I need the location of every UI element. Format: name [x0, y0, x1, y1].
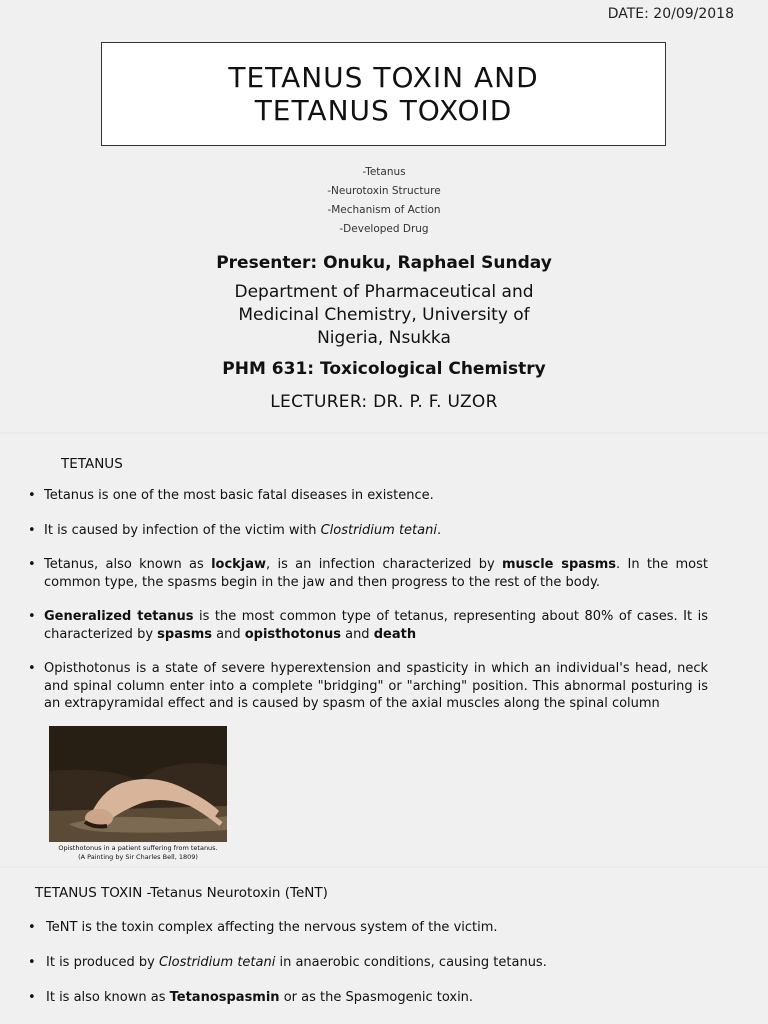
bullet-list: [28, 487, 708, 730]
bullet-text: TeNT is the toxin complex affecting the nervous system of the victim.: [46, 920, 498, 935]
bullet-item: [28, 954, 728, 971]
bullet-text: Opisthotonus is a state of severe hyperextension and spasticity in which an individual's head, neck and spinal column enter into a complete "bridging" or "arching" position. This abnormal posturing is an extrapyramidal effect and is caused by spasm of the axial muscles along the spinal column: [44, 661, 708, 711]
bullet-text: .: [436, 522, 442, 538]
department-line: Nigeria, Nsukka: [317, 328, 451, 348]
slide-heading: TETANUS: [61, 456, 123, 472]
bullet-icon: •: [28, 522, 36, 538]
title-line-2: TETANUS TOXOID: [254, 94, 513, 127]
bullet-icon: •: [28, 990, 36, 1005]
tetanus-toxin-slide: [0, 868, 768, 1024]
bullet-text: or as the Spasmogenic toxin.: [279, 990, 474, 1005]
tetanus-slide: [0, 434, 768, 866]
department-line: Department of Pharmaceutical and: [234, 282, 534, 302]
bullet-text: and: [340, 626, 374, 642]
bullet-item: [28, 556, 708, 591]
bold-term: death: [373, 626, 417, 642]
bullet-item: [28, 660, 708, 713]
course-title: PHM 631: Toxicological Chemistry: [222, 359, 546, 379]
topic-item: -Neurotoxin Structure: [327, 185, 441, 197]
lecturer-name: LECTURER: DR. P. F. UZOR: [270, 392, 498, 412]
bullet-icon: •: [28, 661, 36, 676]
caption-line: (A Painting by Sir Charles Bell, 1809): [78, 853, 198, 861]
italic-term: Clostridium tetani: [158, 955, 276, 970]
bold-term: Tetanospasmin: [169, 990, 280, 1005]
title-slide: [0, 0, 768, 432]
bullet-item: [28, 487, 708, 505]
bold-term: Generalized tetanus: [44, 609, 194, 624]
slide-heading: TETANUS TOXIN -Tetanus Neurotoxin (TeNT): [35, 885, 328, 901]
painting-figure: [49, 726, 227, 842]
bullet-icon: •: [28, 488, 36, 503]
bullet-icon: •: [28, 557, 36, 572]
bullet-text: , is an infection characterized by: [266, 557, 502, 572]
title-line-1: TETANUS TOXIN AND: [228, 61, 539, 94]
bullet-item: [28, 522, 708, 540]
bullet-icon: •: [28, 609, 36, 624]
topic-item: -Developed Drug: [339, 223, 429, 235]
bullet-text: is the most common type of tetanus, representing about 80% of cases. It is characterized by: [44, 609, 708, 642]
bullet-text: in anaerobic conditions, causing tetanus.: [275, 955, 547, 970]
department-line: Medicinal Chemistry, University of: [238, 305, 530, 325]
title-box: [101, 42, 666, 146]
bullet-list: [28, 919, 728, 1024]
bullet-item: [28, 989, 728, 1006]
presenter-name: Presenter: Onuku, Raphael Sunday: [216, 253, 552, 273]
bold-term: muscle spasms: [501, 557, 617, 572]
topics-list: [0, 163, 768, 239]
caption-line: Opisthotonus in a patient suffering from tetanus.: [58, 844, 218, 852]
bullet-text: It is caused by infection of the victim with: [44, 522, 321, 538]
bullet-item: [28, 608, 708, 643]
bold-term: lockjaw: [211, 557, 267, 572]
bullet-icon: •: [28, 920, 36, 935]
painting-caption: [30, 844, 246, 862]
bullet-text: It is also known as: [46, 990, 170, 1005]
bullet-text: It is produced by: [46, 955, 159, 970]
bullet-text: Tetanus, also known as: [44, 557, 212, 572]
italic-term: Clostridium tetani: [320, 522, 437, 538]
bold-term: opisthotonus: [244, 626, 341, 642]
topic-item: -Mechanism of Action: [327, 204, 441, 216]
topic-item: -Tetanus: [362, 166, 406, 178]
opisthotonus-painting: [49, 726, 227, 842]
bullet-text: . In the most common type, the spasms begin in the jaw and then progress to the rest of the body.: [44, 557, 709, 590]
department: [0, 281, 768, 350]
bold-term: spasms: [157, 626, 212, 642]
bullet-icon: •: [28, 955, 36, 970]
bullet-item: [28, 919, 728, 936]
bullet-text: Tetanus is one of the most basic fatal diseases in existence.: [44, 488, 434, 503]
date-label: DATE: 20/09/2018: [607, 6, 734, 22]
bullet-text: and: [212, 626, 245, 642]
